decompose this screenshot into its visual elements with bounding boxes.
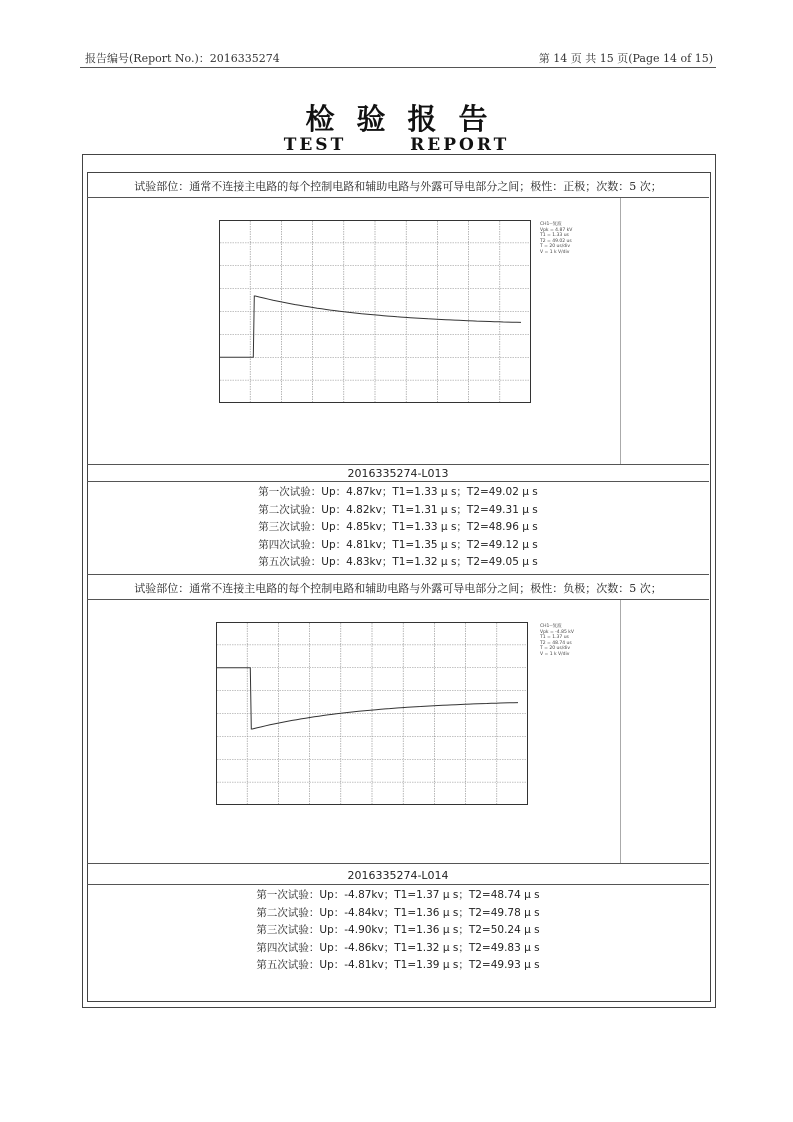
legend-line: V = 1 k V/div [540,249,570,255]
trial-value: Up：-4.86kv；T1=1.32 μ s；T2=49.83 μ s [319,941,540,954]
trial-value: Up：4.82kv；T1=1.31 μ s；T2=49.31 μ s [321,503,538,516]
waveform-legend-1 [540,222,572,255]
test-location-1: 试验部位：通常不连接主电路的每个控制电路和辅助电路与外露可导电部分之间；极性：正极；次数：5 次； [134,180,662,193]
row-divider [87,464,709,465]
legend-line: V = 1 k V/div [540,651,570,657]
legend-line: T2 = 49.02 us [540,238,572,244]
trial-label: 第二次试验： [258,503,322,516]
legend-line: CH1--复波 [540,222,562,227]
column-divider [620,198,621,464]
trial-label: 第三次试验： [256,924,320,936]
trial-row [87,887,709,904]
trial-value: Up：-4.84kv；T1=1.36 μ s；T2=49.78 μ s [319,906,540,919]
scope-svg [219,220,531,403]
trial-value: Up：-4.90kv；T1=1.36 μ s；T2=50.24 μ s [319,924,540,936]
trial-row [87,905,709,922]
report-title-cn: 检验报告 [305,102,510,136]
trial-row [87,537,709,554]
trial-value: Up：4.81kv；T1=1.35 μ s；T2=49.12 μ s [321,538,538,551]
trial-label: 第四次试验： [258,538,322,551]
row-divider [87,599,709,600]
legend-line: T = 20 us/div [540,244,571,249]
waveform-legend-2 [540,624,574,657]
trial-row [87,957,709,974]
legend-line: Vpk = 4.87 kV [540,227,573,233]
legend-line: T2 = 48.74 us [540,640,572,646]
trial-label: 第一次试验： [258,486,322,498]
row-divider [87,481,709,482]
legend-line: T = 20 us/div [540,646,571,651]
waveform-code-1: 2016335274-L013 [347,467,449,480]
trial-row [87,554,709,571]
legend-line: Vpk = -4.85 kV [540,629,574,635]
legend-line: T1 = 1.33 us [540,233,569,238]
trial-label: 第四次试验： [256,941,320,954]
trial-row [87,519,709,536]
trial-label: 第三次试验： [258,521,322,533]
trial-value: Up：4.85kv；T1=1.33 μ s；T2=48.96 μ s [321,521,538,533]
trial-value: Up：-4.81kv；T1=1.39 μ s；T2=49.93 μ s [319,959,540,971]
trial-value: Up：-4.87kv；T1=1.37 μ s；T2=48.74 μ s [319,889,540,901]
report-title-en: TEST REPORT [283,135,510,155]
scope-svg [216,622,528,805]
trial-label: 第一次试验： [256,889,320,901]
trial-row [87,922,709,939]
page-number: 第 14 页 共 15 页(Page 14 of 15) [538,52,713,65]
trial-label: 第五次试验： [258,556,322,568]
row-divider [87,574,709,575]
waveform-chart-2 [216,622,528,805]
waveform-chart-1 [219,220,531,403]
row-divider [87,884,709,885]
trial-value: Up：4.87kv；T1=1.33 μ s；T2=49.02 μ s [321,486,538,498]
row-divider [87,863,709,864]
trial-value: Up：4.83kv；T1=1.32 μ s；T2=49.05 μ s [321,556,538,568]
legend-line: CH1--复波 [540,624,562,629]
column-divider [620,600,621,863]
waveform-code-2: 2016335274-L014 [347,869,449,882]
test-location-2: 试验部位：通常不连接主电路的每个控制电路和辅助电路与外露可导电部分之间；极性：负极；次数：5 次； [134,582,662,595]
header-divider [80,67,716,68]
trial-row [87,484,709,501]
row-divider [87,197,709,198]
legend-line: T1 = 1.37 us [540,635,569,640]
trial-label: 第五次试验： [256,959,320,971]
trial-row [87,940,709,957]
report-number: 报告编号(Report No.)：2016335274 [85,52,280,65]
trial-label: 第二次试验： [256,906,320,919]
trial-row [87,502,709,519]
